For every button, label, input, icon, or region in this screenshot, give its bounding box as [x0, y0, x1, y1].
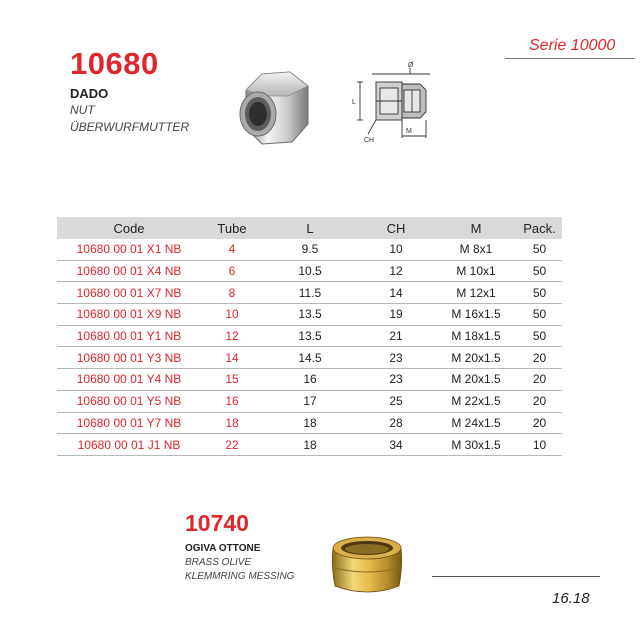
header-ch: CH — [386, 220, 406, 236]
table-body — [57, 239, 562, 456]
footer-line — [432, 576, 600, 577]
header-pack: Pack. — [523, 220, 556, 236]
thread-label: M — [406, 128, 412, 135]
table-row — [57, 347, 562, 369]
series-label: Serie 10000 — [529, 37, 616, 54]
cell-tube: 6 — [228, 264, 236, 279]
cell-ch: 25 — [389, 394, 403, 409]
cell-ch: 21 — [389, 329, 403, 344]
product-name-en: NUT — [70, 103, 95, 117]
cell-tube: 15 — [225, 372, 239, 387]
cell-pack: 20 — [532, 394, 547, 409]
cell-pack: 20 — [532, 372, 547, 387]
cell-l: 17 — [303, 394, 317, 409]
header-tube: Tube — [217, 220, 247, 236]
table-row — [57, 369, 562, 391]
cell-pack: 20 — [532, 350, 547, 365]
cell-code: 10680 00 01 X7 NB — [76, 285, 182, 300]
cell-pack: 50 — [532, 285, 547, 300]
nut-technical-drawing — [350, 60, 448, 150]
brass-olive-photo — [327, 528, 407, 603]
product2-name-de: KLEMMRING MESSING — [185, 571, 295, 582]
cell-code: 10680 00 01 Y5 NB — [76, 394, 182, 409]
cell-ch: 23 — [389, 350, 403, 365]
table-row — [57, 304, 562, 326]
cell-tube: 8 — [228, 285, 236, 300]
cell-pack: 10 — [532, 437, 547, 452]
product-table — [57, 217, 562, 456]
table-row — [57, 391, 562, 413]
table-header — [57, 217, 562, 239]
cell-tube: 22 — [225, 437, 239, 452]
cell-ch: 10 — [389, 242, 403, 257]
table-row — [57, 261, 562, 283]
cell-m: M 18x1.5 — [451, 329, 501, 344]
table-row — [57, 282, 562, 304]
cell-tube: 14 — [225, 350, 239, 365]
cell-l: 11.5 — [298, 285, 322, 300]
product2-code: 10740 — [185, 510, 249, 536]
cell-code: 10680 00 01 Y1 NB — [76, 329, 182, 344]
cell-l: 13.5 — [298, 329, 322, 344]
cell-l: 13.5 — [298, 307, 322, 322]
cell-m: M 8x1 — [459, 242, 493, 257]
cell-tube: 16 — [225, 394, 239, 409]
diameter-label: Ø — [408, 62, 414, 69]
series-underline — [505, 58, 635, 59]
cell-l: 16 — [303, 372, 317, 387]
cell-code: 10680 00 01 X1 NB — [76, 242, 182, 257]
cell-l: 18 — [303, 437, 317, 452]
cell-code: 10680 00 01 Y4 NB — [76, 372, 182, 387]
table-row — [57, 413, 562, 435]
product2-name: OGIVA OTTONE — [185, 543, 261, 554]
cell-m: M 12x1 — [456, 285, 496, 300]
cell-pack: 50 — [532, 264, 547, 279]
cell-m: M 30x1.5 — [451, 437, 501, 452]
nut-photo — [228, 66, 316, 148]
cell-m: M 24x1.5 — [451, 415, 501, 430]
cell-pack: 20 — [532, 415, 547, 430]
header-m: M — [470, 220, 482, 236]
cell-tube: 18 — [225, 415, 239, 430]
page-number: 16.18 — [552, 590, 590, 607]
cell-code: 10680 00 01 X4 NB — [76, 264, 182, 279]
hex-label: CH — [364, 137, 375, 144]
cell-pack: 50 — [532, 307, 547, 322]
cell-tube: 4 — [228, 242, 236, 257]
cell-pack: 50 — [532, 329, 547, 344]
cell-l: 10.5 — [298, 264, 322, 279]
cell-m: M 22x1.5 — [451, 394, 501, 409]
table-row — [57, 326, 562, 348]
cell-code: 10680 00 01 J1 NB — [77, 437, 181, 452]
cell-ch: 12 — [389, 264, 403, 279]
cell-l: 18 — [303, 415, 317, 430]
cell-ch: 34 — [389, 437, 403, 452]
cell-l: 9.5 — [301, 242, 319, 257]
cell-ch: 23 — [389, 372, 403, 387]
cell-ch: 19 — [389, 307, 403, 322]
table-row — [57, 434, 562, 456]
header-l: L — [306, 220, 314, 236]
product-name: DADO — [70, 86, 109, 101]
cell-tube: 12 — [225, 329, 239, 344]
header-code: Code — [113, 220, 145, 236]
product-code: 10680 — [70, 46, 159, 81]
cell-pack: 50 — [532, 242, 547, 257]
cell-m: M 20x1.5 — [451, 372, 501, 387]
cell-code: 10680 00 01 X9 NB — [76, 307, 182, 322]
table-row — [57, 239, 562, 261]
cell-code: 10680 00 01 Y7 NB — [76, 415, 182, 430]
cell-ch: 28 — [389, 415, 403, 430]
cell-ch: 14 — [389, 285, 403, 300]
cell-l: 14.5 — [298, 350, 322, 365]
product2-name-en: BRASS OLIVE — [185, 557, 252, 568]
cell-m: M 16x1.5 — [451, 307, 501, 322]
product-name-de: ÜBERWURFMUTTER — [70, 120, 190, 134]
length-label: L — [352, 99, 356, 106]
cell-m: M 20x1.5 — [451, 350, 501, 365]
cell-tube: 10 — [225, 307, 239, 322]
cell-m: M 10x1 — [456, 264, 496, 279]
cell-code: 10680 00 01 Y3 NB — [76, 350, 182, 365]
